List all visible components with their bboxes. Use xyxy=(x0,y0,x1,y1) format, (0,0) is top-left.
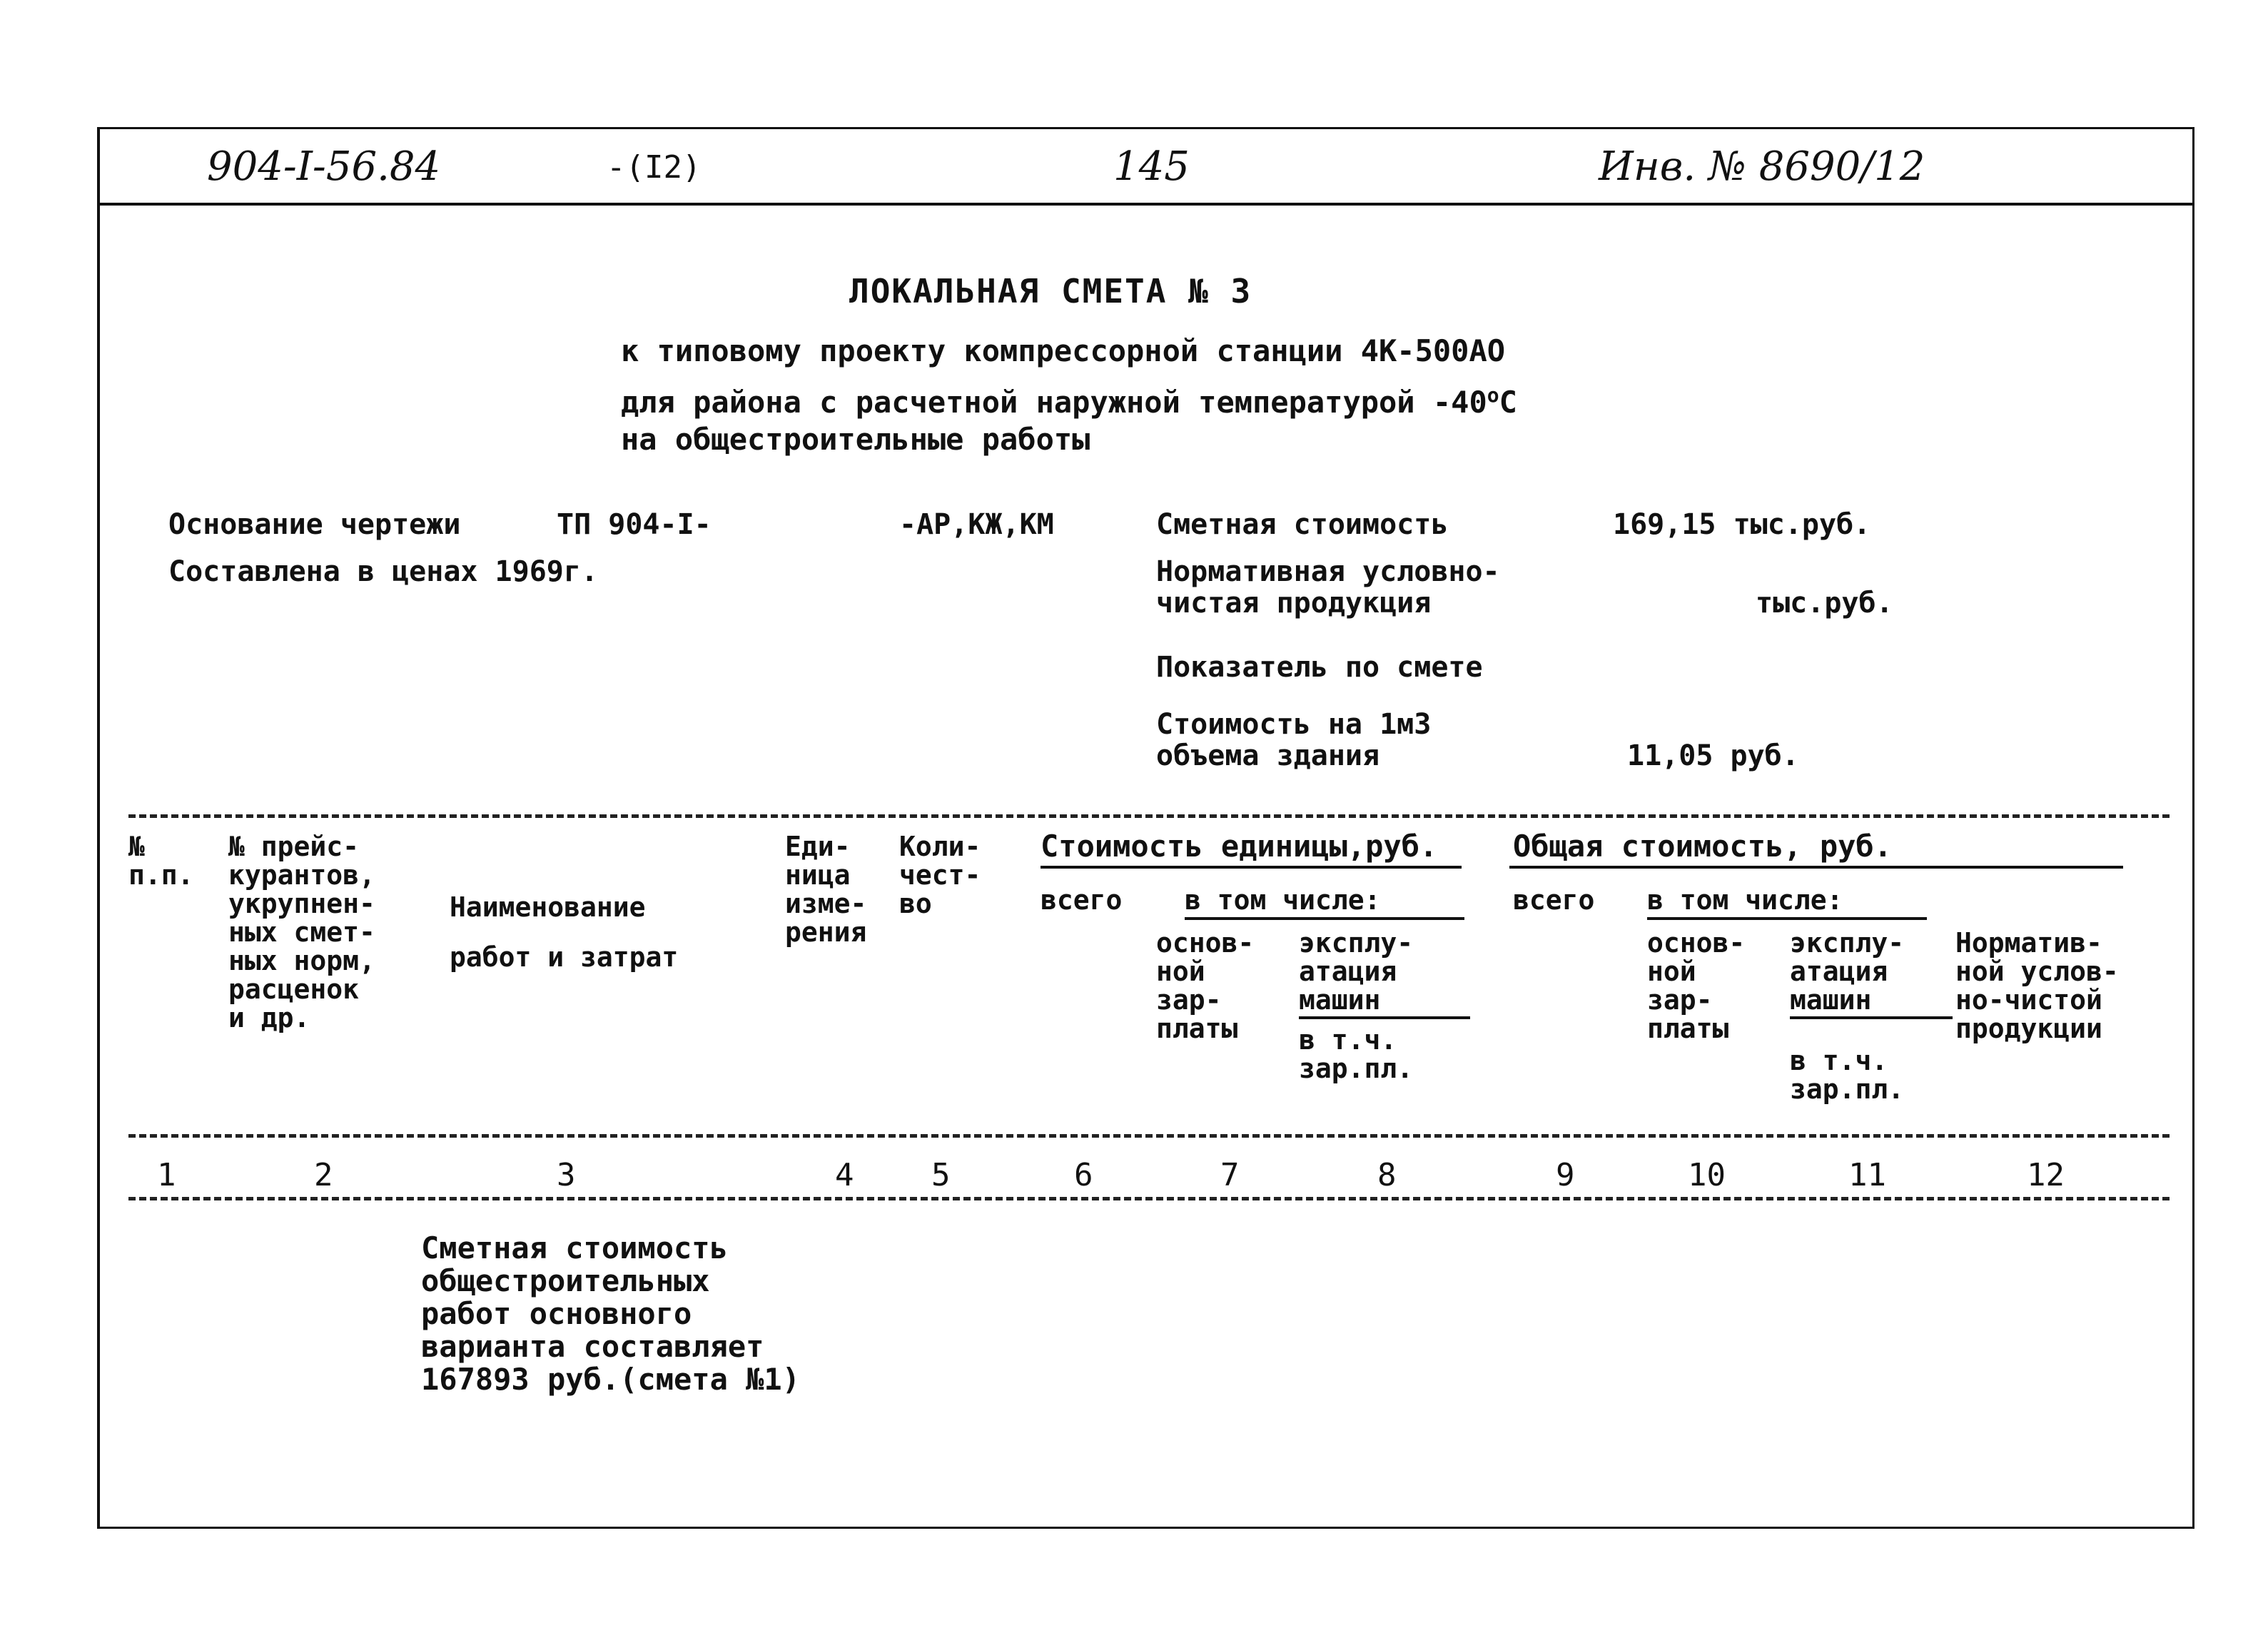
per-m3-label-1: Стоимость на 1м3 xyxy=(1156,708,1432,741)
total-total-header: всего xyxy=(1513,884,1595,916)
col-5-header-line-3: во xyxy=(899,888,932,919)
subtitle-line-3: на общестроительные работы xyxy=(621,422,1090,457)
degree-mark: о xyxy=(1487,383,1499,407)
total-mach-underline xyxy=(1790,1016,1953,1019)
cost-value: 169,15 тыс.руб. xyxy=(1613,508,1871,541)
unit-wage-line-2: ной xyxy=(1156,956,1205,987)
column-numbers-rule xyxy=(128,1197,2170,1200)
col-2-header-line-7: и др. xyxy=(228,1002,310,1033)
norm-col-line-4: продукции xyxy=(1955,1013,2102,1044)
total-mach-line-1: эксплу- xyxy=(1790,927,1905,959)
column-number: 5 xyxy=(931,1157,951,1193)
col-2-header-line-3: укрупнен- xyxy=(228,888,375,919)
column-number: 10 xyxy=(1688,1157,1726,1193)
col-3-header-line-1: Наименование xyxy=(450,891,646,923)
col-1-header-line-1: № xyxy=(128,831,145,862)
prices-label: Составлена в ценах 1969г. xyxy=(168,555,599,588)
norm-col-line-3: но-чистой xyxy=(1955,984,2102,1016)
subtitle-line-1: к типовому проекту компрессорной станции 4К-500АО xyxy=(621,333,1506,368)
note-line-2: общестроительных xyxy=(421,1263,710,1298)
column-number: 11 xyxy=(1848,1157,1886,1193)
indicator-label: Показатель по смете xyxy=(1156,651,1483,684)
estimate-sheet xyxy=(97,127,2194,1529)
col-2-header-line-2: курантов, xyxy=(228,859,375,891)
total-mach-wage-line-2: зар.пл. xyxy=(1790,1073,1905,1105)
note-line-4: варианта составляет xyxy=(421,1329,764,1364)
unit-incl-header: в том числе: xyxy=(1185,884,1381,916)
col-4-header-line-1: Еди- xyxy=(785,831,851,862)
column-number: 7 xyxy=(1220,1157,1240,1193)
unit-mach-line-3: машин xyxy=(1299,984,1381,1016)
total-wage-line-1: основ- xyxy=(1647,927,1746,959)
note-line-3: работ основного xyxy=(421,1296,692,1331)
total-incl-underline xyxy=(1647,917,1927,920)
column-number: 3 xyxy=(557,1157,576,1193)
col-3-header-line-2: работ и затрат xyxy=(450,941,679,973)
unit-mach-underline xyxy=(1299,1016,1470,1019)
column-number: 6 xyxy=(1074,1157,1093,1193)
unit-total-header: всего xyxy=(1041,884,1123,916)
total-incl-header: в том числе: xyxy=(1647,884,1843,916)
table-header-bottom-rule xyxy=(128,1134,2170,1138)
total-mach-line-2: атация xyxy=(1790,956,1888,987)
norm-unit: тыс.руб. xyxy=(1756,587,1893,620)
document-code: 904-I-56.84 xyxy=(207,143,441,190)
col-2-header-line-5: ных норм, xyxy=(228,945,375,976)
norm-label-2: чистая продукция xyxy=(1156,587,1432,620)
basis-suffix: -АР,КЖ,КМ xyxy=(899,508,1054,541)
unit-wage-line-1: основ- xyxy=(1156,927,1255,959)
col-1-header-line-2: п.п. xyxy=(128,859,194,891)
unit-mach-line-1: эксплу- xyxy=(1299,927,1414,959)
col-5-header-line-1: Коли- xyxy=(899,831,981,862)
column-number: 2 xyxy=(314,1157,333,1193)
total-cost-header: Общая стоимость, руб. xyxy=(1513,829,1893,864)
norm-label-1: Нормативная условно- xyxy=(1156,555,1500,588)
unit-wage-line-3: зар- xyxy=(1156,984,1222,1016)
column-number: 4 xyxy=(835,1157,854,1193)
basis-label: Основание чертежи xyxy=(168,508,461,541)
unit-incl-underline xyxy=(1185,917,1464,920)
note-line-5: 167893 руб.(смета №1) xyxy=(421,1362,801,1397)
unit-mach-wage-line-1: в т.ч. xyxy=(1299,1024,1397,1056)
norm-col-line-2: ной услов- xyxy=(1955,956,2119,987)
per-m3-value: 11,05 руб. xyxy=(1627,739,1799,772)
norm-col-line-1: Норматив- xyxy=(1955,927,2102,959)
unit-mach-line-2: атация xyxy=(1299,956,1397,987)
total-cost-underline xyxy=(1509,866,2123,869)
total-mach-line-3: машин xyxy=(1790,984,1872,1016)
unit-cost-underline xyxy=(1041,866,1462,869)
col-4-header-line-2: ница xyxy=(785,859,851,891)
total-wage-line-4: платы xyxy=(1647,1013,1729,1044)
col-4-header-line-3: изме- xyxy=(785,888,867,919)
total-wage-line-2: ной xyxy=(1647,956,1696,987)
per-m3-label-2: объема здания xyxy=(1156,739,1380,772)
inventory-number: Инв. № 8690/12 xyxy=(1599,143,1925,190)
table-top-rule xyxy=(128,814,2170,818)
column-number: 8 xyxy=(1377,1157,1397,1193)
unit-mach-wage-line-2: зар.пл. xyxy=(1299,1053,1414,1084)
subtitle-line-2-text: для района с расчетной наружной температурой -40 xyxy=(621,385,1487,420)
basis-value: ТП 904-I- xyxy=(557,508,712,541)
document-title: ЛОКАЛЬНАЯ СМЕТА № 3 xyxy=(849,272,1252,310)
unit-cost-header: Стоимость единицы,руб. xyxy=(1041,829,1438,864)
col-4-header-line-4: рения xyxy=(785,916,867,948)
subtitle-unit: С xyxy=(1499,385,1517,420)
total-mach-wage-line-1: в т.ч. xyxy=(1790,1045,1888,1076)
header-divider xyxy=(100,203,2192,206)
column-number: 9 xyxy=(1556,1157,1575,1193)
total-wage-line-3: зар- xyxy=(1647,984,1713,1016)
column-number: 12 xyxy=(2027,1157,2065,1193)
col-2-header-line-4: ных смет- xyxy=(228,916,375,948)
column-number: 1 xyxy=(157,1157,176,1193)
col-5-header-line-2: чест- xyxy=(899,859,981,891)
col-2-header-line-6: расценок xyxy=(228,974,360,1005)
note-line-1: Сметная стоимость xyxy=(421,1230,728,1265)
cost-label: Сметная стоимость xyxy=(1156,508,1449,541)
unit-wage-line-4: платы xyxy=(1156,1013,1238,1044)
sheet-mark: -(I2) xyxy=(607,149,702,186)
page-number: 145 xyxy=(1113,143,1190,190)
col-2-header-line-1: № прейс- xyxy=(228,831,360,862)
